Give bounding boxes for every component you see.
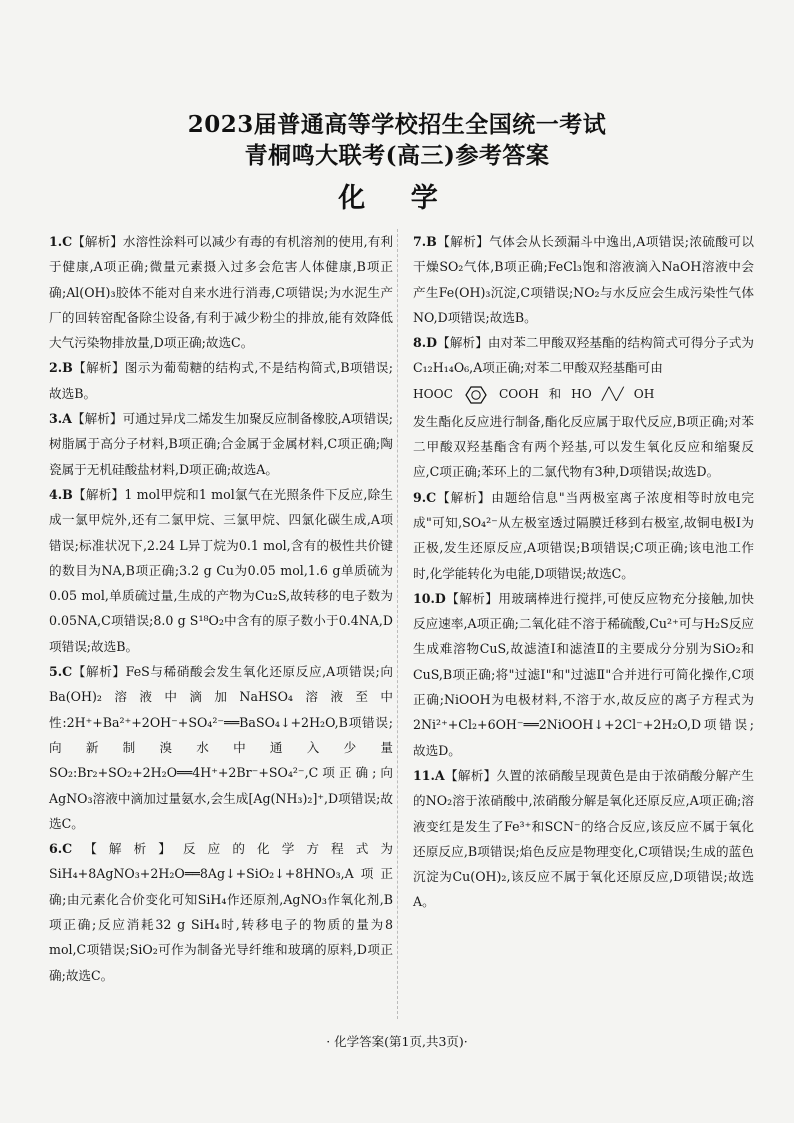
exam-title: 2023届普通高等学校招生全国统一考试: [187, 111, 607, 138]
answer-9: 9.C【解析】由题给信息"当两极室离子浓度相等时放电完成"可知,SO₄²⁻从左极室透过隔膜迁移到右极室,故铜电极Ⅰ为正极,发生还原反应,A项错误;B项错误;C项正确;该电池工作时,化学能转化为电能,D项错误;故选C。: [413, 489, 754, 581]
column-divider: [397, 229, 398, 1019]
answer-10: 10.D【解析】用玻璃棒进行搅拌,可使反应物充分接触,加快反应速率,A项正确;二氧化硅不溶于稀硫酸,Cu²⁺可与H₂S反应生成难溶物CuS,故滤渣Ⅰ和滤渣Ⅱ的主要成分分别为SiO₂和CuS,B项正确;将"过滤Ⅰ"和"过滤Ⅱ"合并进行可简化操作,C项正确;NiOOH为电极材料,不溶于水,故反应的离子方程式为2Ni²⁺+Cl₂+6OH⁻══2NiOOH↓+2Cl⁻+2H₂O,D项错误;故选D。: [413, 590, 754, 758]
cooh-label: COOH: [498, 387, 539, 402]
answer-8: 8.D【解析】由对苯二甲酸双羟基酯的结构简式可得分子式为C₁₂H₁₄O₆,A项正确;对苯二甲酸双羟基酯可由 HOOC COOH 和 HO ╱╲╱ OH 发生酯化反应进行制备,酯化反应属于取代反应,B项正确;对苯二甲酸双羟基酯含有两个羟基,可以发生氧化反应和缩聚反应,C项正确;苯环上的二氯代物有3种,D项错误;故选D。: [413, 335, 754, 480]
answer-1: 1.C【解析】水溶性涂料可以减少有毒的有机溶剂的使用,有利于健康,A项正确;微量元素摄入过多会危害人体健康,B项正确;Al(OH)₃胶体不能对自来水进行消毒,C项错误;为水泥生产厂的回转窑配备除尘设备,有利于减少粉尘的排放,能有效降低大气污染物排放量,D项正确;故选C。: [49, 234, 393, 351]
hooc-label: HOOC: [413, 387, 453, 402]
answer-11: 11.A【解析】久置的浓硝酸呈现黄色是由于浓硝酸分解产生的NO₂溶于浓硝酸中,浓硝酸分解是氧化还原反应,A项正确;溶液变红是发生了Fe³⁺和SCN⁻的络合反应,该反应不属于氧化还原反应,B项错误;焰色反应是物理变化,C项错误;生成的蓝色沉淀为Cu(OH)₂,该反应不属于氧化还原反应,D项错误;故选A。: [413, 767, 754, 910]
answer-2: 2.B【解析】图示为葡萄糖的结构式,不是结构简式,B项错误;故选B。: [49, 360, 393, 401]
and-label: 和: [548, 387, 562, 402]
left-column: [49, 229, 393, 988]
oh-label: OH: [633, 387, 655, 402]
answer-6: 6.C【解析】反应的化学方程式为SiH₄+8AgNO₃+2H₂O══8Ag↓+SiO₂↓+8HNO₃,A项正确;由元素化合价变化可知SiH₄作还原剂,AgNO₃作氧化剂,B项正确;反应消耗32 g SiH₄时,转移电子的物质的量为8 mol,C项错误;SiO₂可作为制备光导纤维和玻璃的原料,D项正确;故选C。: [49, 841, 393, 983]
chain-icon: ╱╲╱: [601, 387, 624, 402]
exam-subtitle: 青桐鸣大联考(高三)参考答案: [244, 142, 550, 169]
answer-7: 7.B【解析】气体会从长颈漏斗中逸出,A项错误;浓硫酸可以干燥SO₂气体,B项正确;FeCl₃饱和溶液滴入NaOH溶液中会产生Fe(OH)₃沉淀,C项错误;NO₂与水反应会生成污染性气体NO,D项错误;故选B。: [413, 234, 754, 325]
molecule-formula: [413, 381, 754, 409]
ho-label: HO: [571, 387, 592, 402]
subject-title: 化 学: [338, 183, 456, 214]
benzene-ring-icon: [463, 385, 489, 405]
page-footer: · 化学答案(第1页,共3页)·: [326, 1034, 468, 1049]
answer-4: 4.B【解析】1 mol甲烷和1 mol氯气在光照条件下反应,除生成一氯甲烷外,还有二氯甲烷、三氯甲烷、四氯化碳生成,A项错误;标准状况下,2.24 L异丁烷为0.1 mol,含有的极性共价键的数目为NA,B项正确;3.2 g Cu为0.05 mol,1.6 g单质硫为0.05 mol,单质硫过量,生成的产物为Cu₂S,故转移的电子数为0.05NA,C项错误;8.0 g S¹⁸O₂中含有的原子数小于0.4NA,D项错误;故选B。: [49, 486, 393, 654]
answer-5: 5.C【解析】FeS与稀硝酸会发生氧化还原反应,A项错误;向Ba(OH)₂溶液中滴加NaHSO₄溶液至中性:2H⁺+Ba²⁺+2OH⁻+SO₄²⁻══BaSO₄↓+2H₂O,B项错误;向新制溴水中通入少量SO₂:Br₂+SO₂+2H₂O══4H⁺+2Br⁻+SO₄²⁻,C项正确;向AgNO₃溶液中滴加过量氨水,会生成[Ag(NH₃)₂]⁺,D项错误;故选C。: [49, 664, 393, 831]
right-column: [413, 229, 754, 915]
answer-3: 3.A【解析】可通过异戊二烯发生加聚反应制备橡胶,A项错误;树脂属于高分子材料,B项正确;合金属于金属材料,C项正确;陶瓷属于无机硅酸盐材料,D项正确;故选A。: [49, 411, 393, 477]
